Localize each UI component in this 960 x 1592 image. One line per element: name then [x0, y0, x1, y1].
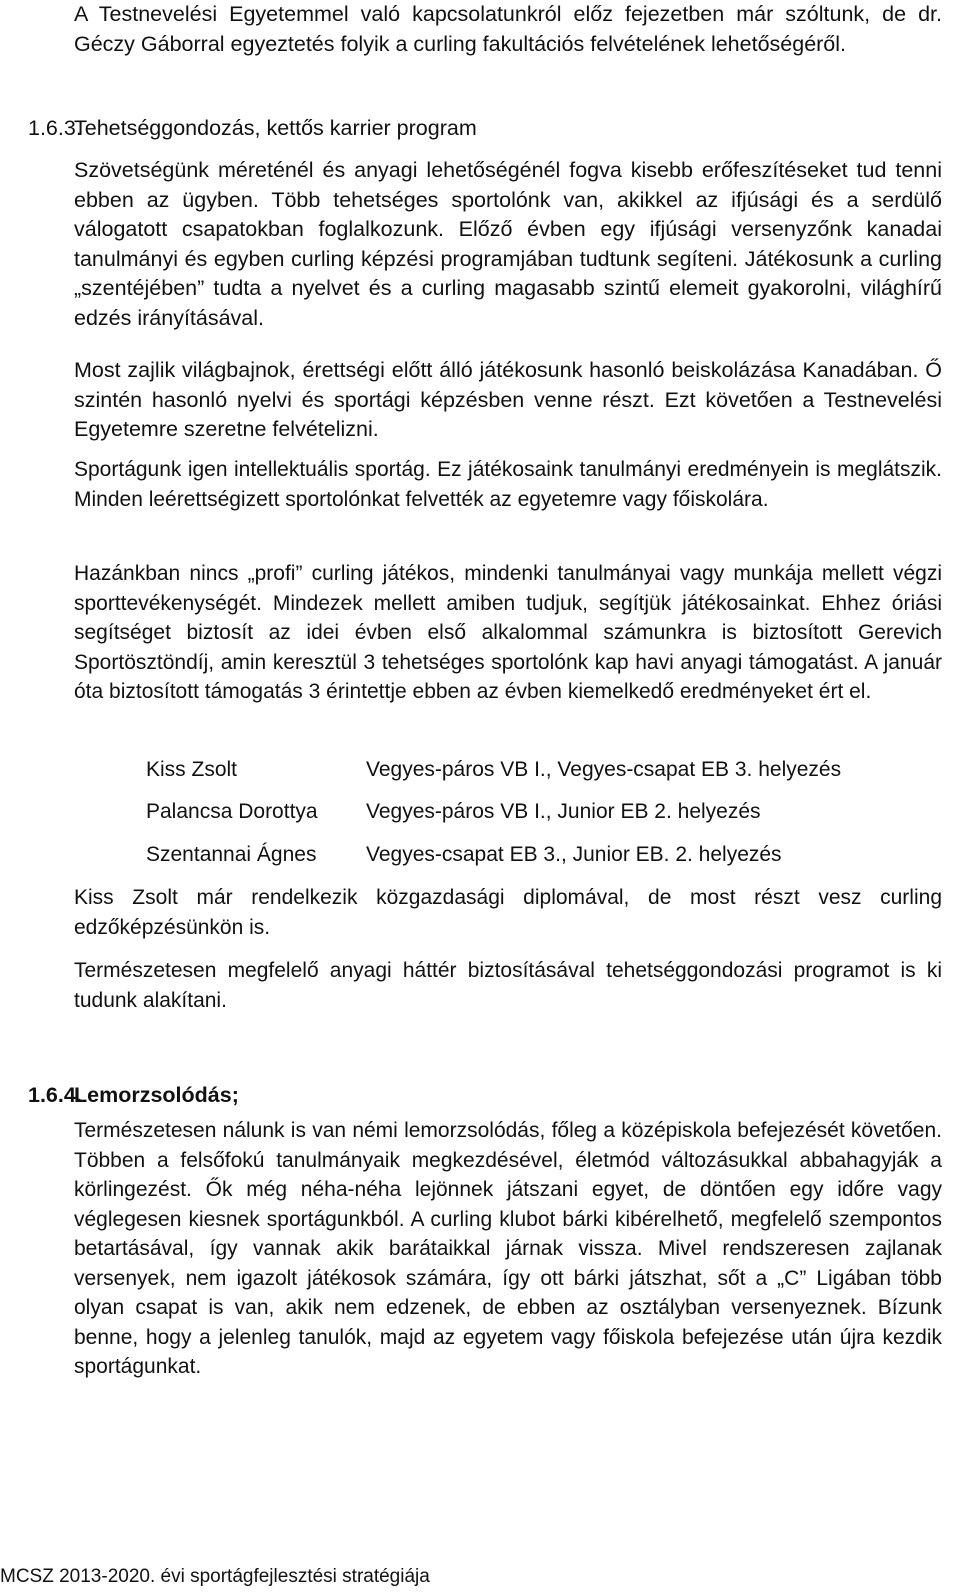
athlete-result: Vegyes-páros VB I., Junior EB 2. helyezés — [366, 800, 761, 823]
athlete-name: Palancsa Dorottya — [146, 800, 318, 823]
paragraph-financial-background: Természetesen megfelelő anyagi háttér biztosításával tehetséggondozási programot is ki tudunk alakítani. — [74, 959, 942, 1012]
section-title: Tehetséggondozás, kettős karrier program — [74, 116, 477, 140]
paragraph-talent-care: Szövetségünk méreténél és anyagi lehetőségénél fogva kisebb erőfeszítéseket tud tenni ebben az ügyben. Több tehetséges sportolónk van, akikkel az ifjúsági és a serdülő válogatott csapatokban foglalkozunk. Előző évben egy ifjúsági versenyzőnk kanadai tanulmányi és egyben curling képzési programjában tudtunk segíteni. Játékosunk a curling „szentéjében” tudta a nyelvet és a curling magasabb szintű elemeit gyakorolni, világhírű edzés irányításával. — [74, 158, 942, 330]
athlete-result: Vegyes-páros VB I., Vegyes-csapat EB 3. helyezés — [366, 758, 842, 781]
paragraph-dropout: Természetesen nálunk is van némi lemorzsolódás, főleg a középiskola befejezését követően. Többen a felsőfokú tanulmányaik megkezdésével, életmód változásukkal abbahagyják a körlingezést. Ők még néha-néha lejönnek játszani egyet, de döntően egy időre vagy véglegesen kiesnek sportágunkból. A curling klubot bárki kibérelhető, megfelelő szempontos betartásával, így vannak akik barátaikkal járnak vissza. Mivel rendszeresen zajlanak versenyek, nem igazolt játékosok számára, így ott bárki játszhat, sőt a „C” Ligában több olyan csapat is van, akik nem edzenek, de ebben az osztályban versenyeznek. Bízunk benne, hogy a jelenleg tanulók, majd az egyetem vagy főiskola befejezése után újra kezdik sportágunkat. — [74, 1119, 942, 1378]
paragraph-no-professionals: Hazánkban nincs „profi” curling játékos, mindenki tanulmányai vagy munkája mellett végzi sporttevékenységét. Mindezek mellett amiben tudjuk, segítjük játékosainkat. Ehhez óriási segítséget biztosít az idei évben első alkalommal számunkra is biztosított Gerevich Sportösztöndíj, amin keresztül 3 tehetséges sportolónk kap havi anyagi támogatást. A január óta biztosított támogatás 3 érintettje ebben az évben kiemelkedő eredményeket ért el. — [74, 562, 942, 703]
athlete-name: Kiss Zsolt — [146, 758, 238, 781]
paragraph-intellectual-sport: Sportágunk igen intellektuális sportág. Ez játékosaink tanulmányi eredményein is meglátszik. Minden leérettségizett sportolónkat felvették az egyetemre vagy főiskolára. — [74, 458, 942, 511]
intro-paragraph: A Testnevelési Egyetemmel való kapcsolatunkról előz fejezetben már szóltunk, de dr. Géczy Gáborral egyeztetés folyik a curling fakultációs felvételének lehetőségéről. — [74, 2, 942, 56]
athlete-name: Szentannai Ágnes — [146, 843, 317, 866]
page-footer: MCSZ 2013-2020. évi sportágfejlesztési stratégiája — [0, 1566, 430, 1587]
paragraph-kiss-zsolt: Kiss Zsolt már rendelkezik közgazdasági diplomával, de most részt vesz curling edzőképzésünkön is. — [74, 886, 942, 939]
section-number: 1.6.3. — [28, 116, 82, 140]
section-title: Lemorzsolódás; — [74, 1083, 239, 1107]
section-number: 1.6.4. — [28, 1083, 82, 1107]
athlete-result: Vegyes-csapat EB 3., Junior EB. 2. helyezés — [366, 843, 782, 866]
paragraph-world-champion: Most zajlik világbajnok, érettségi előtt álló játékosunk hasonló beiskolázása Kanadában. Ő szintén hasonló nyelvi és sportági képzésben venne részt. Ezt követően a Testnevelési Egyetemre szeretne felvételizni. — [74, 358, 942, 441]
